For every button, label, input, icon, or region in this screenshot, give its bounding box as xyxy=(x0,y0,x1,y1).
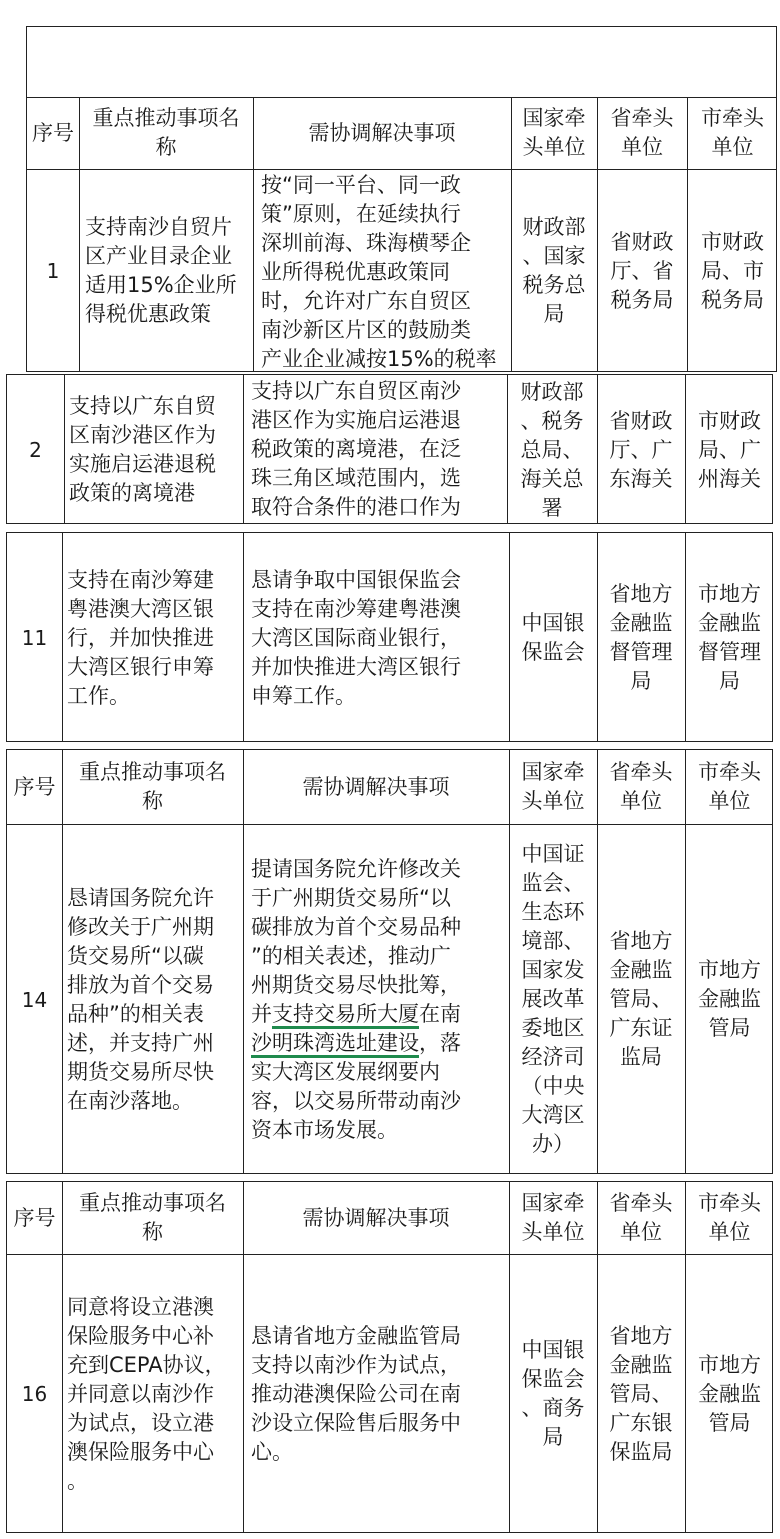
header-province: 省牵头 单位 xyxy=(610,106,674,159)
row-1-name-cell xyxy=(85,169,251,373)
row-16-name: 同意将设立港澳 保险服务中心补 充到CEPA协议， 并同意以南沙作 为试点，设立港 澳保险服务中心 。 xyxy=(67,1294,226,1493)
row-14-coord xyxy=(251,855,461,1145)
header-coord: 需协调解决事项 xyxy=(308,120,456,145)
row-2-name: 支持以广东自贸 区南沙港区作为 实施启运港退税 政策的离境港 xyxy=(69,394,216,505)
row-2-coord: 支持以广东自贸区南沙 港区作为实施启运港退 税政策的离境港，在泛 珠三角区域范围内，选 取符合条件的港口作为 xyxy=(251,379,461,519)
row-16-name-cell xyxy=(67,1254,241,1534)
table-section-5 xyxy=(6,1181,773,1533)
row-11-name-cell xyxy=(67,533,241,743)
table-section-3 xyxy=(6,532,773,742)
row-1-coord: 按“同一平台、同一政 策”原则，在延续执行 深圳前海、珠海横琴企 业所得税优惠政策同 时，允许对广东自贸区 南沙新区片区的鼓励类 产业企业减按15%的税率 xyxy=(261,173,497,371)
header-coord: 需协调解决事项 xyxy=(302,774,450,799)
header-item-name: 重点推动事项名 称 xyxy=(92,106,240,159)
header-city: 市牵头 单位 xyxy=(698,760,761,813)
header-province: 省牵头 单位 xyxy=(609,760,673,813)
header-national: 国家牵 头单位 xyxy=(521,760,585,813)
table-section-4 xyxy=(6,749,773,1174)
header-seq: 序号 xyxy=(32,120,74,145)
row-11-province: 省地方 金融监 督管理 局 xyxy=(609,582,673,693)
row-11-seq: 11 xyxy=(21,626,48,650)
row-16-coord-cell xyxy=(251,1254,507,1534)
row-11-national: 中国银 保监会 xyxy=(521,611,585,664)
row-16-national: 中国银 保监会 、商务 局 xyxy=(521,1338,585,1449)
row-1-seq: 1 xyxy=(46,259,60,283)
row-14-name-cell xyxy=(67,824,241,1175)
row-14-coord-cell xyxy=(251,824,507,1175)
row-1-name: 支持南沙自贸片 区产业目录企业 适用15%企业所 得税优惠政策 xyxy=(85,215,237,326)
row-11-coord: 恳请争取中国银保监会 支持在南沙筹建粤港澳 大湾区国际商业银行， 并加快推进大湾区银行 申筹工作。 xyxy=(251,567,461,708)
header-province: 省牵头 单位 xyxy=(609,1191,673,1244)
row-14-coord-part-c: ，落 实大湾区发展纲要内 容，以交易所带动南沙 资本市场发展。 xyxy=(251,1030,461,1142)
row-16-city: 市地方 金融监 管局 xyxy=(698,1352,761,1435)
header-seq: 序号 xyxy=(13,1205,56,1230)
row-2-coord-cell xyxy=(251,377,505,523)
row-2-seq: 2 xyxy=(29,438,42,462)
divider xyxy=(62,533,63,741)
header-city: 市牵头 单位 xyxy=(701,106,764,159)
header-national: 国家牵 头单位 xyxy=(522,106,586,159)
header-coord: 需协调解决事项 xyxy=(302,1205,450,1230)
header-seq: 序号 xyxy=(13,774,56,799)
header-city: 市牵头 单位 xyxy=(698,1191,761,1244)
row-1-city: 市财政 局、市 税务局 xyxy=(701,229,764,312)
underline-highlight: 支持交易所大厦 xyxy=(272,1002,419,1029)
row-16-seq: 16 xyxy=(21,1382,48,1406)
divider xyxy=(243,375,244,523)
divider xyxy=(64,375,65,523)
row-14-coord-part-b: 在南 xyxy=(419,1001,461,1026)
row-14-name: 恳请国务院允许 修改关于广州期 货交易所“以碳 排放为首个交易 品种”的相关表 述，并支持广州 期货交易所尽快 在南沙落地。 xyxy=(67,885,214,1113)
row-1-national: 财政部 、国家 税务总 局 xyxy=(522,215,586,326)
row-2-province: 省财政 厅、广 东海关 xyxy=(609,408,673,491)
row-2-national: 财政部 、税务 总局、 海关总 署 xyxy=(520,379,584,520)
row-14-seq: 14 xyxy=(21,987,48,1012)
row-14-province: 省地方 金融监 管局、 广东证 监局 xyxy=(609,929,673,1069)
row-16-province: 省地方 金融监 管局、 广东银 保监局 xyxy=(609,1323,673,1464)
row-11-name: 支持在南沙筹建 粤港澳大湾区银 行，并加快推进 大湾区银行申筹 工作。 xyxy=(67,567,214,708)
row-2-city: 市财政 局、广 州海关 xyxy=(698,408,761,491)
underline-highlight: 沙明珠湾选址建设 xyxy=(251,1031,419,1058)
row-14-national: 中国证 监会、 生态环 境部、 国家发 展改革 委地区 经济司 （中央 大湾区 办） xyxy=(521,842,585,1156)
row-14-city: 市地方 金融监 管局 xyxy=(698,958,761,1040)
row-11-coord-cell xyxy=(251,533,507,743)
row-14-coord-part-a: 提请国务院允许修改关 于广州期货交易所“以 碳排放为首个交易品种 ”的相关表述，推动广 州期货交易尽快批筹， 并 xyxy=(251,856,461,1026)
row-16-coord: 恳请省地方金融监管局 支持以南沙作为试点， 推动港澳保险公司在南 沙设立保险售后服务中 心。 xyxy=(251,1323,461,1464)
row-1-province: 省财政 厅、省 税务局 xyxy=(610,229,674,312)
header-item-name: 重点推动事项名 称 xyxy=(79,1191,226,1244)
table-section-1 xyxy=(26,26,777,372)
row-2-name-cell xyxy=(69,375,241,525)
table-section-2 xyxy=(6,374,773,524)
row-11-city: 市地方 金融监 督管理 局 xyxy=(698,582,761,693)
header-national: 国家牵 头单位 xyxy=(521,1191,585,1244)
header-item-name: 重点推动事项名 称 xyxy=(79,760,226,813)
divider xyxy=(243,533,244,741)
row-1-coord-cell xyxy=(261,171,509,371)
